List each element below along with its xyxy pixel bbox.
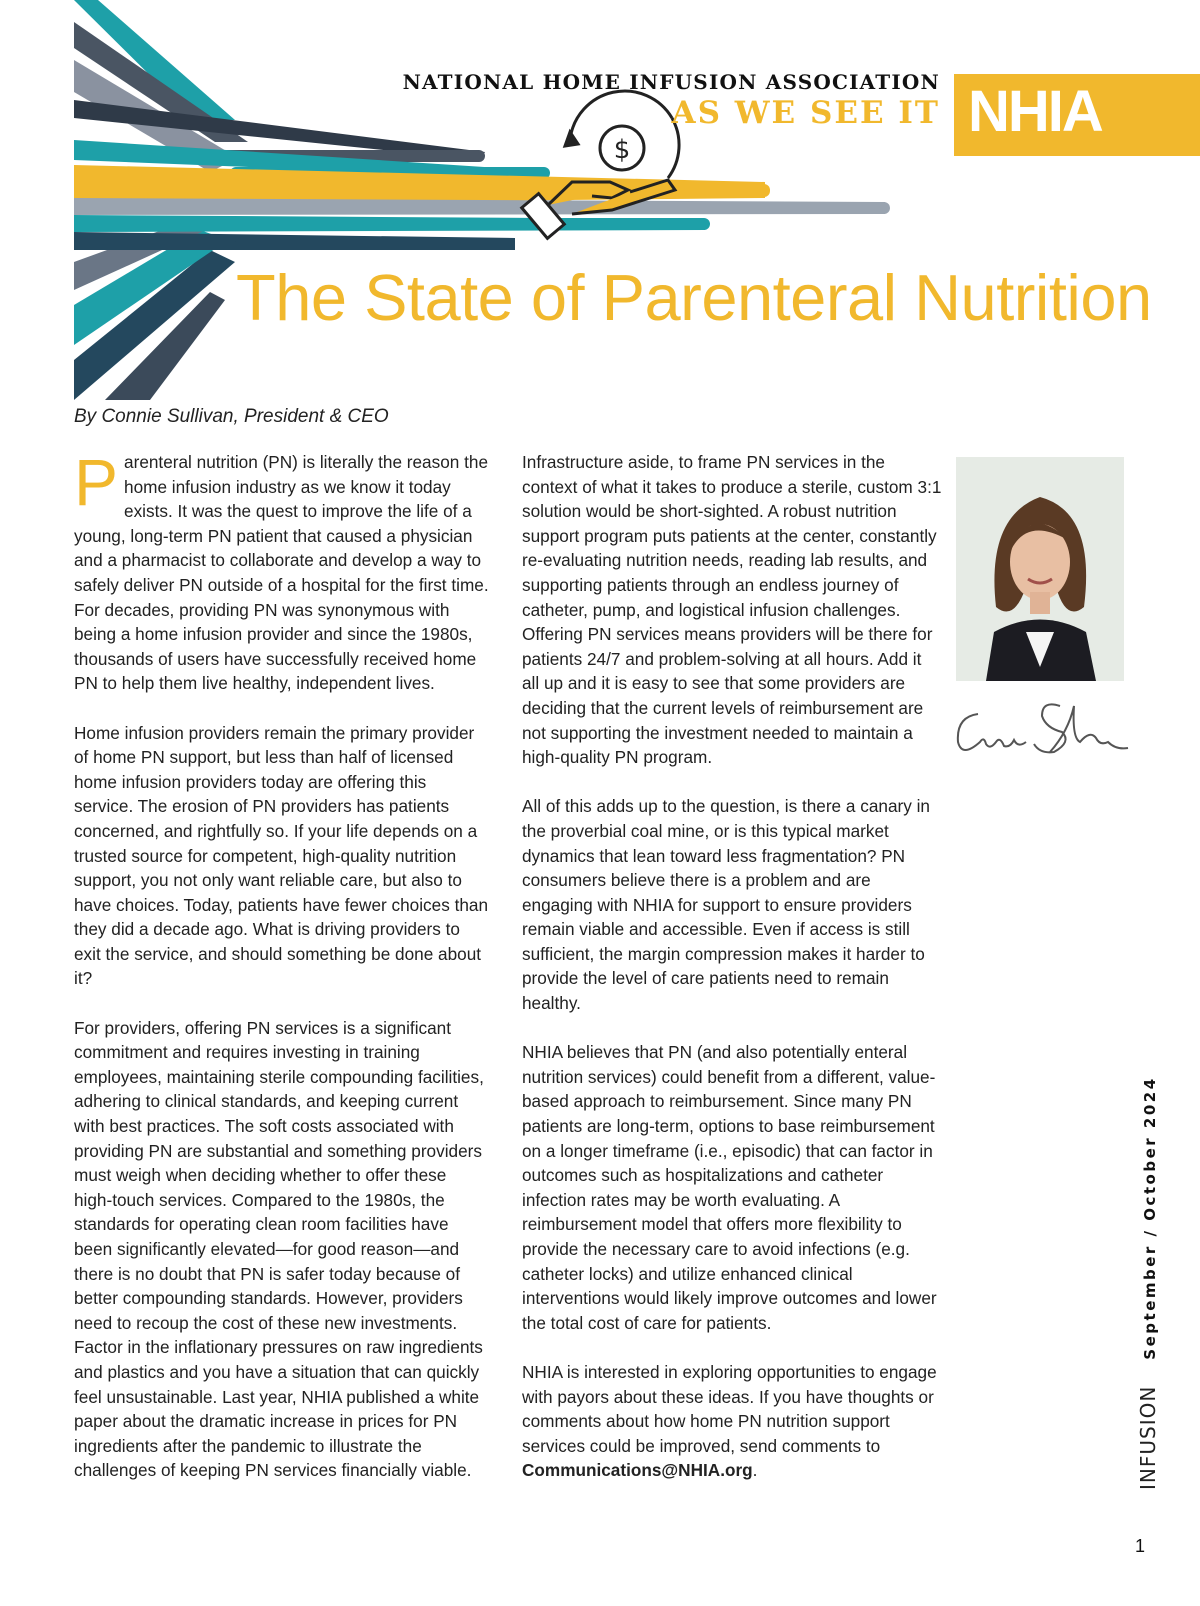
contact-email-link[interactable]: Communications@NHIA.org: [522, 1460, 753, 1481]
paragraph: For providers, offering PN services is a significant commitment and requires investing in training employees, maintaining sterile compounding facilities, adhering to clinical standards, and keeping current with best practices. The soft costs associated with providing PN are substantial and something providers must weigh when deciding whether to offer these high-touch services. Compared to the 1980s, the standards for operating clean room facilities have been significantly elevated—for good reason—and there is no doubt that PN is safer today because of better compounding standards. However, providers need to recoup the cost of these new investments. Factor in the inflationary pressures on raw ingredients and plastics and you have a situation that can quickly feel unsustainable. Last year, NHIA published a white paper about the dramatic increase in prices for PN ingredients after the pandemic to illustrate the challenges of keeping PN services financially viable.: [74, 1017, 484, 1481]
article-column-right: [522, 450, 942, 1508]
author-portrait: [956, 457, 1124, 681]
logo-text: NHIA: [968, 79, 1102, 144]
byline: By Connie Sullivan, President & CEO: [74, 406, 389, 427]
article-column-left: [74, 445, 489, 1508]
paragraph: [522, 1360, 942, 1483]
paragraph: NHIA believes that PN (and also potentially enteral nutrition services) could benefit from a different, value-based approach to reimbursement. Since many PN patients are long-term, options to base reimbursement on a longer timeframe (i.e., episodic) that can factor in outcomes such as hospitalizations and catheter infection rates may be worth evaluating. A reimbursement model that offers more flexibility to provide the necessary care to avoid infections (e.g. catheter locks) and utilize enhanced clinical interventions would likely improve outcomes and lower the total cost of care for patients.: [522, 1042, 937, 1333]
paragraph: [74, 445, 489, 696]
dollar-sign-icon: $: [613, 135, 631, 165]
column-name: AS WE SEE IT: [671, 95, 940, 131]
paragraph-text: NHIA is interested in exploring opportunities to engage with payors about these ideas. If you have thoughts or comments about how home PN nutrition support services could be improved, send comments to: [522, 1361, 937, 1456]
drop-cap: P: [74, 445, 119, 519]
association-name: NATIONAL HOME INFUSION ASSOCIATION: [402, 70, 940, 94]
magazine-name: INFUSION: [1136, 1385, 1160, 1490]
signature: [950, 692, 1140, 772]
header-banner-graphic: [0, 0, 1200, 410]
article-title: The State of Parenteral Nutrition: [236, 261, 1152, 334]
paragraph-text: .: [752, 1460, 758, 1481]
paragraph: Infrastructure aside, to frame PN services in the context of what it takes to produce a sterile, custom 3:1 solution would be short-sighted. A robust nutrition support program puts patients at the center, constantly re-evaluating nutrition needs, reading lab results, and supporting patients through an endless journey of catheter, pump, and logistical infusion challenges. Offering PN services means providers will be there for patients 24/7 and problem-solving at all hours. Add it all up and it is easy to see that some providers are deciding that the current levels of reimbursement are not supporting the investment needed to maintain a high-quality PN program.: [522, 452, 942, 768]
nhia-logo: [954, 74, 1200, 156]
paragraph: Home infusion providers remain the primary provider of home PN support, but less than half of licensed home infusion providers today are offering this service. The erosion of PN providers has patients concerned, and rightfully so. If your life depends on a trusted source for competent, high-quality nutrition support, you not only want reliable care, but also to have choices. Today, patients have fewer choices than they did a decade ago. What is driving providers to exit the service, and should something be done about it?: [74, 722, 489, 989]
paragraph: All of this adds up to the question, is there a canary in the proverbial coal mine, or is this typical market dynamics that lean toward less fragmentation? PN consumers believe there is a problem and are engaging with NHIA for support to ensure providers remain viable and accessible. Even if access is still sufficient, the margin compression makes it harder to provide the level of care patients need to remain healthy.: [522, 796, 930, 1014]
issue-date: September / October 2024: [1141, 1076, 1159, 1360]
money-hand-icon: [522, 91, 679, 238]
paragraph-text: arenteral nutrition (PN) is literally the reason the home infusion industry as we know it today exists. It was the quest to improve the life of a young, long-term PN patient that caused a physician and a pharmacist to collaborate and develop a way to safely deliver PN outside of a hospital for the first time. For decades, providing PN was synonymous with being a home infusion provider and since the 1980s, thousands of users have successfully received home PN to help them live healthy, independent lives.: [74, 452, 489, 694]
page-number: 1: [1135, 1536, 1146, 1556]
